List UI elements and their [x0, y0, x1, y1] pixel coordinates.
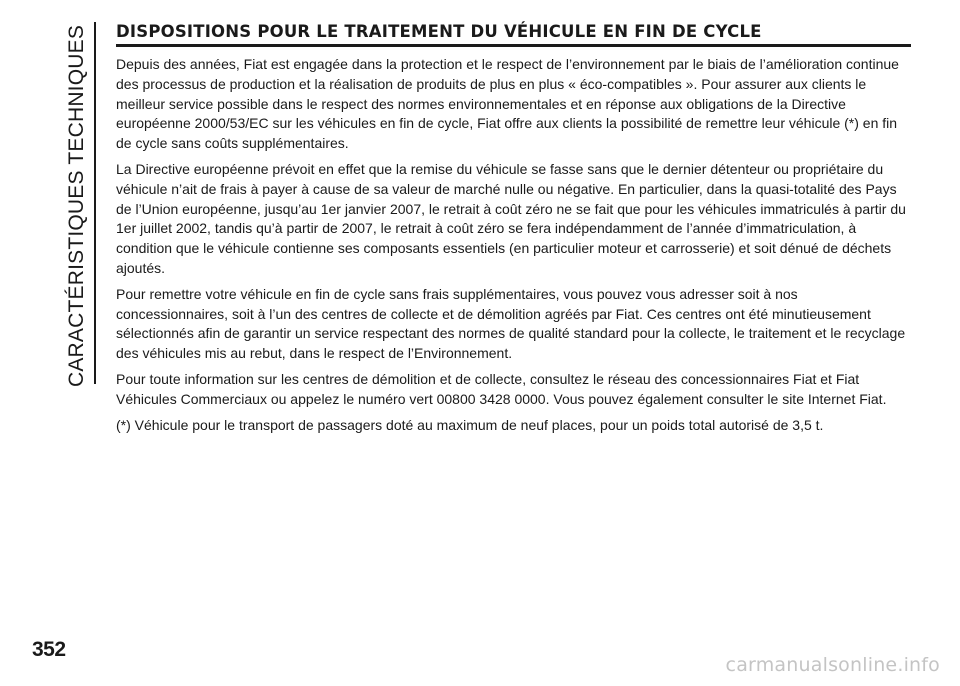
section-side-title-text: CARACTÉRISTIQUES TECHNIQUES	[65, 24, 88, 388]
section-side-title	[62, 24, 92, 388]
watermark: carmanualsonline.info	[725, 654, 940, 676]
page-number: 352	[32, 638, 66, 661]
article-heading: DISPOSITIONS POUR LE TRAITEMENT DU VÉHICULE EN FIN DE CYCLE	[116, 22, 911, 47]
footnote: (*) Véhicule pour le transport de passagers doté au maximum de neuf places, pour un poids total autorisé de 3,5 t.	[116, 416, 824, 433]
paragraph-4: Pour toute information sur les centres de démolition et de collecte, consultez le réseau des concessionnaires Fiat et Fiat Véhicules Commerciaux ou appelez le numéro vert 00800 3428 0000. Vous pouvez également consulter le site Internet Fiat.	[116, 370, 887, 407]
paragraph-1: Depuis des années, Fiat est engagée dans la protection et le respect de l’environnement par le biais de l’amélioration continue des processus de production et la réalisation de produits de plus en plus « éco-compatibles ». Pour assurer aux clients le meilleur service possible dans le respect des normes environnementales et en réponse aux obligations de la Directive européenne 2000/53/EC sur les véhicules en fin de cycle, Fiat offre aux clients la possibilité de remettre leur véhicule (*) en fin de cycle sans coûts supplémentaires.	[116, 56, 899, 152]
paragraph-2: La Directive européenne prévoit en effet que la remise du véhicule se fasse sans que le dernier détenteur ou propriétaire du véhicule n’ait de frais à payer à cause de sa valeur de marché nulle ou négative. En particulier, dans la quasi-totalité des Pays de l’Union européenne, jusqu’au 1er janvier 2007, le retrait à coût zéro ne se fait que pour les véhicules immatriculés à partir du 1er juillet 2002, tandis qu’à partir de 2007, le retrait à coût zéro se fera indépendamment de l’année d’immatriculation, à condition que le véhicule contienne ses composants essentiels (en particulier moteur et carrosserie) et soit dénué de déchets ajoutés.	[116, 160, 906, 276]
page-content	[116, 22, 911, 441]
paragraph-3: Pour remettre votre véhicule en fin de cycle sans frais supplémentaires, vous pouvez vous adresser soit à nos concessionnaires, soit à l’un des centres de collecte et de démolition agréés par Fiat. Ces centres ont été minutieusement sélectionnés afin de garantir un service respectant des normes de qualité standard pour la collecte, le traitement et le recyclage des véhicules mis au rebut, dans le respect de l’Environnement.	[116, 285, 906, 362]
section-divider	[94, 22, 96, 384]
article-body	[116, 55, 911, 435]
